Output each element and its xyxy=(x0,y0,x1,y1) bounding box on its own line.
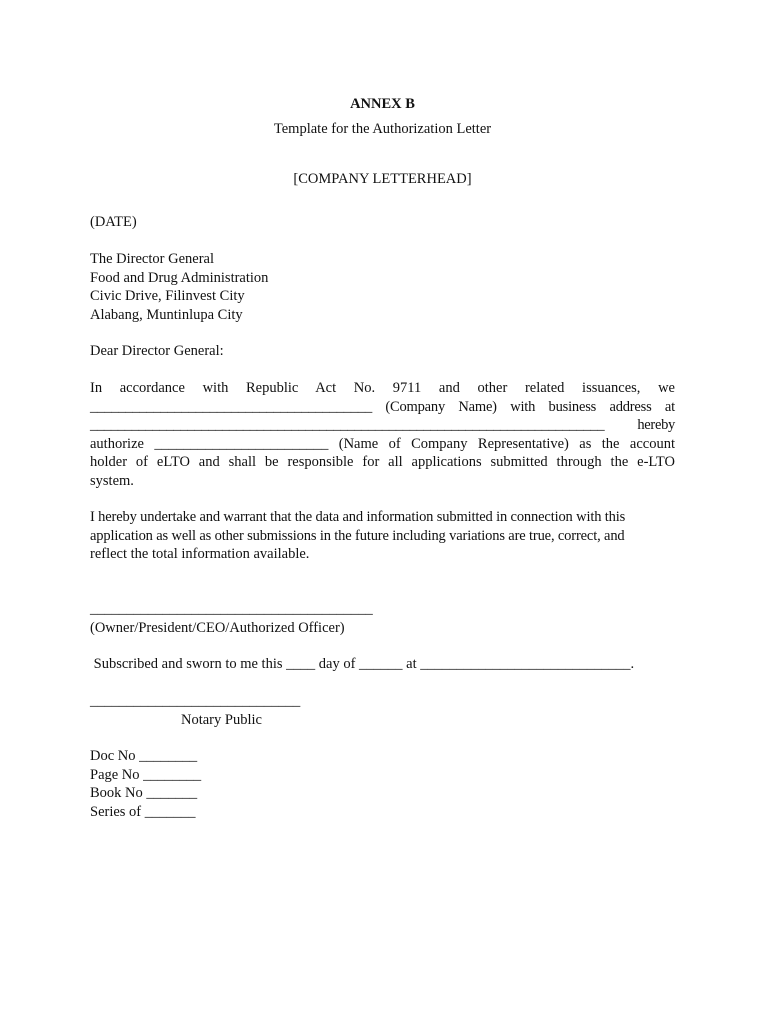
salutation: Dear Director General: xyxy=(90,343,224,359)
signature-block xyxy=(90,600,675,637)
paragraph-line: holder of eLTO and shall be responsible for all applications submitted through the e-LTO xyxy=(90,454,675,470)
paragraph-line: system. xyxy=(90,472,134,489)
record-doc-no: Doc No ________ xyxy=(90,748,198,764)
addressee-line: Civic Drive, Filinvest City xyxy=(90,288,245,304)
paragraph-line: reflect the total information available. xyxy=(90,546,310,562)
paragraph-line: authorize ________________________ (Name of Company Representative) as the account xyxy=(90,435,675,452)
paragraph-line: ________________________________________ (Company Name) with business address at xyxy=(90,398,675,415)
jurat-line: Subscribed and sworn to me this ____ day of ______ at _____________________________. xyxy=(90,656,635,672)
authorization-paragraph xyxy=(90,379,675,490)
record-page-no: Page No ________ xyxy=(90,766,202,783)
letterhead-placeholder: [COMPANY LETTERHEAD] xyxy=(293,171,472,187)
record-book-no: Book No _______ xyxy=(90,785,198,801)
jurat-statement xyxy=(90,655,675,674)
addressee-line: Alabang, Muntinlupa City xyxy=(90,306,243,323)
paragraph-line: __________________________________________________________________________ hereby xyxy=(90,417,675,433)
addressee-block xyxy=(90,250,675,324)
annex-title: ANNEX B xyxy=(350,96,415,112)
notary-block xyxy=(90,692,675,729)
notarial-records xyxy=(90,747,675,821)
record-series-of: Series of _______ xyxy=(90,803,196,820)
paragraph-line: In accordance with Republic Act No. 9711 and other related issuances, we xyxy=(90,380,675,396)
paragraph-line: I hereby undertake and warrant that the data and information submitted in connection with this xyxy=(90,509,626,525)
paragraph-line: application as well as other submissions in the future including variations are true, correct, and xyxy=(90,527,625,544)
notary-caption: Notary Public xyxy=(181,711,262,728)
document-subtitle: Template for the Authorization Letter xyxy=(273,121,492,137)
date-placeholder: (DATE) xyxy=(90,214,137,230)
addressee-line: Food and Drug Administration xyxy=(90,269,269,286)
addressee-line: The Director General xyxy=(90,251,214,267)
signature-caption: (Owner/President/CEO/Authorized Officer) xyxy=(90,619,345,636)
signature-line: _______________________________________ xyxy=(90,601,373,617)
notary-line: _____________________________ xyxy=(90,693,301,709)
undertaking-paragraph xyxy=(90,508,675,564)
